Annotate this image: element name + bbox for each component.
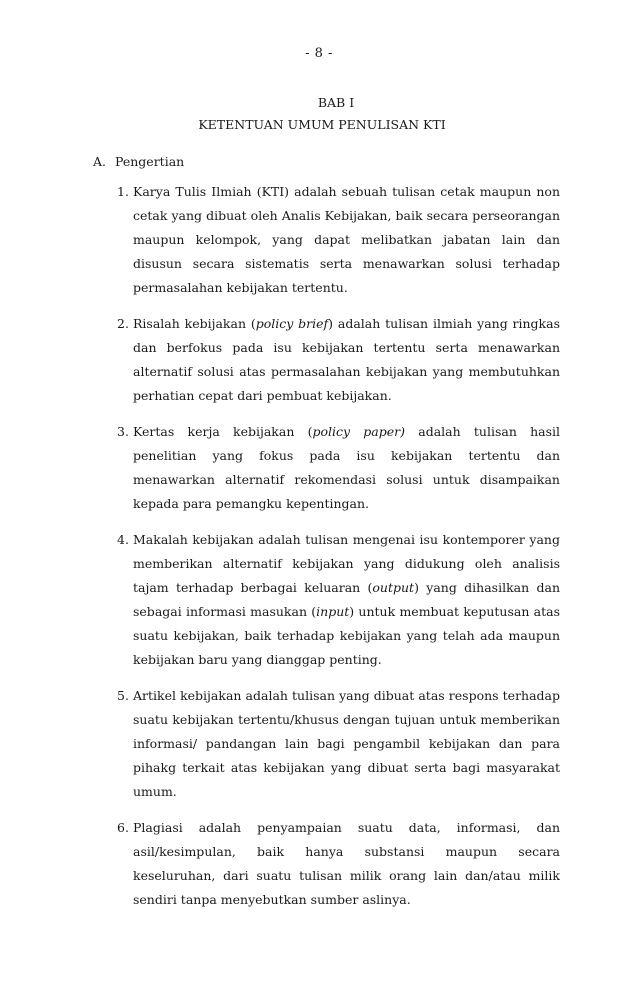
list-item-text bbox=[133, 816, 560, 912]
text-segment: Karya Tulis Ilmiah (KTI) adalah sebuah tulisan cetak maupun non cetak yang dibuat oleh Analis Kebijakan, baik secara perseorangan maupun kelompok, yang dapat melibatkan jabatan lain dan disusun secara sistematis serta menawarkan solusi terhadap permasalahan kebijakan tertentu. bbox=[133, 184, 560, 295]
list-item-text bbox=[133, 684, 560, 804]
list-item-text bbox=[133, 312, 560, 408]
text-segment: ) adalah tulisan ilmiah yang ringkas dan berfokus pada isu kebijakan tertentu serta menawarkan alternatif solusi atas permasalahan kebijakan yang membutuhkan perhatian cepat dari pembuat kebijakan. bbox=[133, 316, 561, 403]
text-segment: adalah tulisan hasil penelitian yang fokus pada isu kebijakan tertentu dan menawarkan alternatif rekomendasi solusi untuk disampaikan kepada para pemangku kepentingan. bbox=[133, 424, 561, 511]
text-segment: Risalah kebijakan ( bbox=[133, 316, 256, 331]
section-heading bbox=[93, 154, 184, 169]
list-item-number: 2. bbox=[117, 316, 129, 331]
text-segment: ) untuk membuat keputusan atas suatu kebijakan, baik terhadap kebijakan yang telah ada maupun kebijakan baru yang dianggap penting. bbox=[133, 604, 560, 667]
list-item-number: 6. bbox=[117, 820, 129, 835]
list-item-text bbox=[133, 528, 560, 672]
list-item bbox=[117, 684, 560, 804]
list-item bbox=[117, 420, 560, 516]
italic-term: output bbox=[372, 580, 415, 595]
list-item bbox=[117, 816, 560, 912]
section-title: Pengertian bbox=[115, 154, 185, 169]
italic-term: policy paper) bbox=[312, 424, 406, 439]
text-segment: ) yang dihasilkan dan sebagai informasi masukan ( bbox=[133, 580, 560, 619]
list-item-text bbox=[133, 180, 560, 300]
italic-term: policy brief bbox=[255, 316, 329, 331]
text-segment: Kertas kerja kebijakan ( bbox=[133, 424, 313, 439]
page-number: - 8 - bbox=[305, 46, 333, 61]
list-item bbox=[117, 528, 560, 672]
text-segment: Plagiasi adalah penyampaian suatu data, informasi, dan asil/kesimpulan, baik hanya substansi maupun secara keseluruhan, dari suatu tulisan milik orang lain dan/atau milik sendiri tanpa menyebutkan sumber aslinya. bbox=[133, 820, 560, 907]
chapter-number: BAB I bbox=[317, 95, 355, 110]
list-item-text bbox=[133, 420, 560, 516]
list-item-number: 5. bbox=[117, 688, 129, 703]
list-item bbox=[117, 312, 560, 408]
list-item-number: 1. bbox=[117, 184, 129, 199]
list-item bbox=[117, 180, 560, 300]
list-item-number: 3. bbox=[117, 424, 129, 439]
text-segment: Makalah kebijakan adalah tulisan mengenai isu kontemporer yang memberikan alternatif kebijakan yang didukung oleh analisis tajam terhadap berbagai keluaran ( bbox=[133, 532, 560, 595]
chapter-title: KETENTUAN UMUM PENULISAN KTI bbox=[198, 117, 446, 132]
list-item-number: 4. bbox=[117, 532, 129, 547]
definition-list bbox=[117, 180, 560, 924]
chapter-heading bbox=[0, 92, 638, 136]
section-letter: A. bbox=[93, 154, 107, 169]
italic-term: input bbox=[316, 604, 350, 619]
text-segment: Artikel kebijakan adalah tulisan yang dibuat atas respons terhadap suatu kebijakan tertentu/khusus dengan tujuan untuk memberikan informasi/ pandangan lain bagi pengambil kebijakan dan para pihakg terkait atas kebijakan yang dibuat serta bagi masyarakat umum. bbox=[133, 688, 560, 799]
